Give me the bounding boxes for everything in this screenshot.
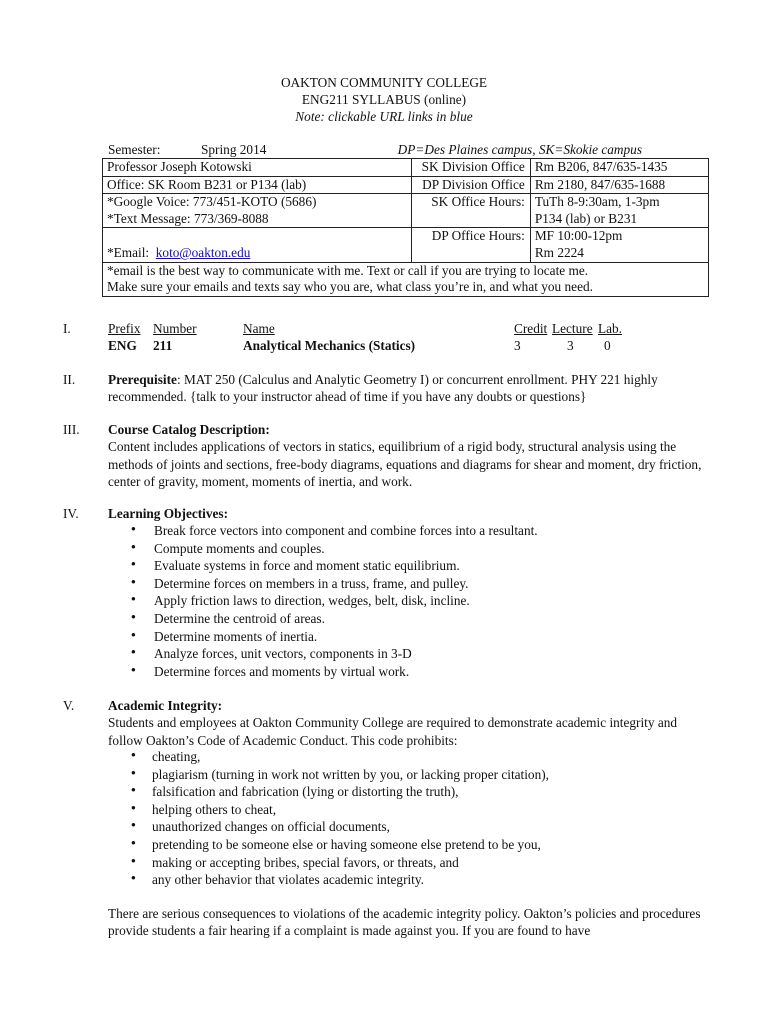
list-item: • Determine forces and moments by virtual work. xyxy=(106,663,706,681)
prerequisite-label: Prerequisite xyxy=(108,372,177,387)
academic-integrity-closing: There are serious consequences to violations of the academic integrity policy. Oakton’s policies and procedures provide students a fair hearing if a complaint is made against you. If you are found to have xyxy=(108,906,701,939)
contact-note-line2: Make sure your emails and texts say who you are, what class you’re in, and what you need. xyxy=(107,279,593,295)
credit-header: Credit xyxy=(514,321,548,336)
list-item: • Evaluate systems in force and moment static equilibrium. xyxy=(106,557,706,575)
section-number: I. xyxy=(63,321,71,336)
course-header-row xyxy=(108,320,708,337)
lab-header: Lab. xyxy=(598,321,622,336)
list-item: • falsification and fabrication (lying or distorting the truth), xyxy=(106,783,706,801)
sk-hours-line1: TuTh 8-9:30am, 1-3pm xyxy=(534,194,660,210)
academic-integrity-body xyxy=(108,697,708,749)
list-item: • Determine moments of inertia. xyxy=(106,628,706,646)
dp-hours-value xyxy=(530,228,708,262)
college-name: OAKTON COMMUNITY COLLEGE xyxy=(280,75,488,90)
email-label: *Email: xyxy=(107,244,150,260)
catalog-description-title: Course Catalog Description: xyxy=(108,422,270,437)
dp-hours-line1: MF 10:00-12pm xyxy=(534,228,623,244)
course-prefix: ENG xyxy=(108,338,137,353)
list-item: • Compute moments and couples. xyxy=(106,540,706,558)
text-message: *Text Message: 773/369-8088 xyxy=(107,210,269,226)
sk-hours-label: SK Office Hours: xyxy=(411,194,530,228)
email-cell xyxy=(103,228,412,262)
course-hours-row xyxy=(108,337,708,354)
campus-legend: DP=Des Plaines campus, SK=Skokie campus xyxy=(397,142,642,157)
email-link[interactable]: koto@oakton.edu xyxy=(155,244,251,260)
prefix-header: Prefix xyxy=(108,321,141,336)
name-header: Name xyxy=(243,321,275,336)
list-item: • unauthorized changes on official documents, xyxy=(106,818,706,836)
clickable-links-note: Note: clickable URL links in blue xyxy=(295,109,473,124)
prohibited-behaviors-list xyxy=(106,748,706,889)
learning-objectives-list xyxy=(106,522,706,680)
sk-division-label: SK Division Office xyxy=(411,159,530,177)
catalog-description-text: Content includes applications of vectors in statics, equilibrium of a rigid body, structural analysis using the methods of joints and sections, free-body diagrams, equations and diagrams for shear and moment, dry friction, center of gravity, moment, moments of inertia, and work. xyxy=(108,439,702,490)
section-number: II. xyxy=(63,372,76,387)
course-number: 211 xyxy=(153,338,173,353)
instructor-info-table xyxy=(102,158,709,297)
list-item: • helping others to cheat, xyxy=(106,801,706,819)
course-title: ENG211 SYLLABUS (online) xyxy=(301,92,467,107)
course-info-grid xyxy=(108,320,708,354)
dp-hours-label: DP Office Hours: xyxy=(411,228,530,262)
list-item: • pretending to be someone else or having someone else pretend to be you, xyxy=(106,836,706,854)
list-item: • making or accepting bribes, special favors, or threats, and xyxy=(106,854,706,872)
lab-value: 0 xyxy=(604,338,611,353)
document-header xyxy=(0,74,768,125)
list-item: • Analyze forces, unit vectors, components in 3-D xyxy=(106,645,706,663)
number-header: Number xyxy=(153,321,197,336)
dp-division-value: Rm 2180, 847/635-1688 xyxy=(530,176,708,194)
lecture-value: 3 xyxy=(567,338,574,353)
list-item: • Determine the centroid of areas. xyxy=(106,610,706,628)
list-item: • plagiarism (turning in work not written by you, or lacking proper citation), xyxy=(106,766,706,784)
contact-note xyxy=(103,262,709,296)
phone-contacts xyxy=(103,194,412,228)
dp-hours-line2: Rm 2224 xyxy=(534,244,584,260)
professor-name: Professor Joseph Kotowski xyxy=(103,159,412,177)
list-item: • Apply friction laws to direction, wedges, belt, disk, incline. xyxy=(106,592,706,610)
sk-hours-line2: P134 (lab) or B231 xyxy=(534,210,638,226)
list-item: • Determine forces on members in a truss, frame, and pulley. xyxy=(106,575,706,593)
learning-objectives-body xyxy=(108,505,708,522)
sk-hours-value xyxy=(530,194,708,228)
lecture-header: Lecture xyxy=(552,321,593,336)
prerequisite-paragraph xyxy=(108,371,708,406)
semester-label: Semester: xyxy=(108,142,161,157)
list-item: • Break force vectors into component and combine forces into a resultant. xyxy=(106,522,706,540)
course-name: Analytical Mechanics (Statics) xyxy=(243,338,416,353)
list-item: • any other behavior that violates academic integrity. xyxy=(106,871,706,889)
academic-integrity-intro: Students and employees at Oakton Community College are required to demonstrate academic integrity and follow Oakton’s Code of Academic Conduct. This code prohibits: xyxy=(108,715,678,748)
dp-division-label: DP Division Office xyxy=(411,176,530,194)
google-voice: *Google Voice: 773/451-KOTO (5686) xyxy=(107,194,317,210)
semester-value: Spring 2014 xyxy=(201,142,267,157)
academic-integrity-title: Academic Integrity: xyxy=(108,698,223,713)
prerequisite-text: : MAT 250 (Calculus and Analytic Geometry I) or concurrent enrollment. PHY 221 highly recommended. {talk to your instructor ahead of time if you have any doubts or questions} xyxy=(108,372,658,405)
section-number: IV. xyxy=(63,506,79,521)
sk-division-value: Rm B206, 847/635-1435 xyxy=(530,159,708,177)
section-number: III. xyxy=(63,422,80,437)
section-number: V. xyxy=(63,698,75,713)
credit-value: 3 xyxy=(514,338,521,353)
list-item: • cheating, xyxy=(106,748,706,766)
catalog-description-body xyxy=(108,421,708,491)
semester-line xyxy=(108,141,708,158)
learning-objectives-title: Learning Objectives: xyxy=(108,506,229,521)
contact-note-line1: *email is the best way to communicate with me. Text or call if you are trying to locate me. xyxy=(107,262,589,278)
office-location: Office: SK Room B231 or P134 (lab) xyxy=(103,176,412,194)
